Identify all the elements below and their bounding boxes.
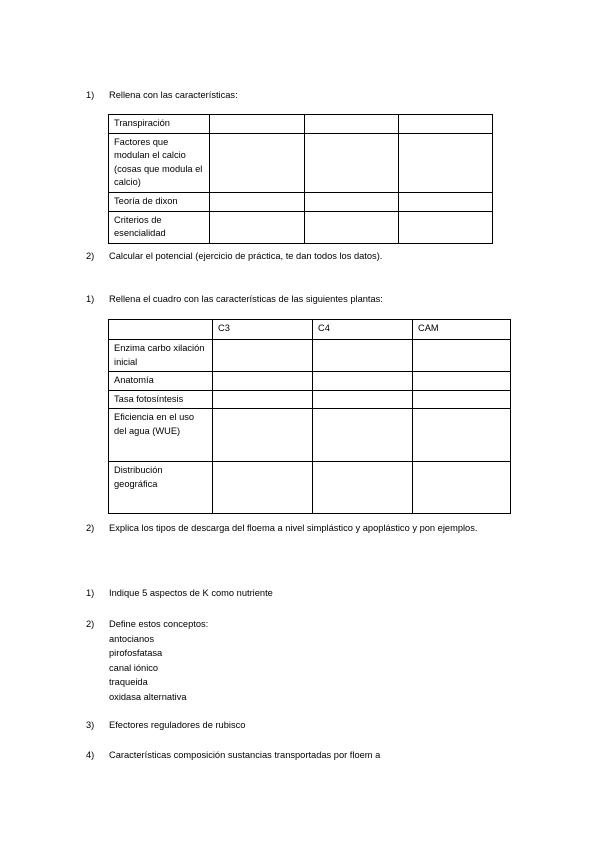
question-efectores-rubisco: [86, 718, 516, 733]
answer-cell[interactable]: [313, 390, 413, 409]
header-cell-blank: [109, 320, 213, 340]
answer-cell[interactable]: [210, 192, 305, 211]
answer-cell[interactable]: [210, 115, 305, 134]
answer-cell[interactable]: [399, 115, 493, 134]
answer-cell[interactable]: [413, 340, 511, 372]
answer-cell[interactable]: [313, 409, 413, 462]
question-number: 1): [86, 588, 95, 598]
answer-cell[interactable]: [399, 192, 493, 211]
row-label: Eficiencia en el uso del agua (WUE): [109, 409, 213, 462]
concept-list: [109, 632, 516, 705]
answer-cell[interactable]: [313, 372, 413, 391]
header-cell-c4: C4: [313, 320, 413, 340]
question-text: Define estos conceptos:: [109, 619, 209, 629]
question-rellena-cuadro: [86, 292, 516, 307]
answer-cell[interactable]: [305, 115, 399, 134]
row-label: Criterios de esencialidad: [109, 211, 210, 243]
question-number: 4): [86, 750, 95, 760]
answer-cell[interactable]: [305, 211, 399, 243]
row-label: Enzima carbo xilación inicial: [109, 340, 213, 372]
list-item: canal iónico: [109, 662, 159, 673]
table-row: [109, 409, 511, 462]
answer-cell[interactable]: [413, 372, 511, 391]
table-row: [109, 372, 511, 391]
question-explica-descarga: [86, 521, 491, 536]
list-item: traqueida: [109, 677, 148, 687]
question-text: Características composición sustancias transportadas por floem a: [109, 750, 381, 760]
question-number: 2): [86, 251, 95, 261]
question-text: Calcular el potencial (ejercicio de práctica, te dan todos los datos).: [109, 251, 383, 261]
question-caracteristicas-floema: [86, 748, 516, 763]
table-caracteristicas: [108, 114, 493, 244]
question-number: 2): [86, 523, 95, 533]
row-label: Anatomía: [109, 372, 213, 391]
question-number: 2): [86, 619, 95, 629]
list-item: oxidasa alternativa: [109, 691, 187, 702]
question-number: 1): [86, 294, 95, 304]
answer-cell[interactable]: [413, 462, 511, 514]
row-label: Teoría de dixon: [109, 192, 210, 211]
header-cell-cam: CAM: [413, 320, 511, 340]
table-row: [109, 192, 493, 211]
answer-cell[interactable]: [210, 211, 305, 243]
answer-cell[interactable]: [210, 133, 305, 192]
answer-cell[interactable]: [213, 372, 313, 391]
answer-cell[interactable]: [213, 409, 313, 462]
table-row: [109, 211, 493, 243]
question-text: Efectores reguladores de rubisco: [109, 720, 246, 730]
answer-cell[interactable]: [313, 340, 413, 372]
question-text: Indique 5 aspectos de K como nutriente: [109, 588, 273, 598]
row-label: Factores que modulan el calcio (cosas que modula el calcio): [109, 133, 210, 192]
question-number: 1): [86, 90, 95, 100]
answer-cell[interactable]: [313, 462, 413, 514]
answer-cell[interactable]: [413, 409, 511, 462]
question-text: Explica los tipos de descarga del floema a nivel simplástico y apoplástico y pon ejemplos.: [109, 523, 478, 533]
question-number: 3): [86, 720, 95, 730]
question-text: Rellena con las características:: [109, 90, 238, 100]
question-rellena-caracteristicas: [86, 88, 506, 103]
question-text: Rellena el cuadro con las características de las siguientes plantas:: [109, 294, 383, 304]
list-item: pirofosfatasa: [109, 648, 163, 658]
question-indique-aspectos: [86, 586, 516, 601]
row-label: Tasa fotosíntesis: [109, 390, 213, 409]
table-row: [109, 133, 493, 192]
answer-cell[interactable]: [305, 192, 399, 211]
row-label: Distribución geográfica: [109, 462, 213, 514]
table-row: [109, 115, 493, 134]
table-header-row: [109, 320, 511, 340]
answer-cell[interactable]: [399, 211, 493, 243]
answer-cell[interactable]: [413, 390, 511, 409]
question-define-conceptos: [86, 617, 516, 704]
list-item: antocianos: [109, 633, 154, 644]
answer-cell[interactable]: [399, 133, 493, 192]
answer-cell[interactable]: [213, 390, 313, 409]
question-calcular-potencial: [86, 249, 516, 264]
table-plantas: [108, 319, 511, 514]
header-cell-c3: C3: [213, 320, 313, 340]
question-text-block: [109, 617, 516, 704]
answer-cell[interactable]: [305, 133, 399, 192]
row-label: Transpiración: [109, 115, 210, 134]
answer-cell[interactable]: [213, 340, 313, 372]
table-row: [109, 340, 511, 372]
answer-cell[interactable]: [213, 462, 313, 514]
table-row: [109, 462, 511, 514]
table-row: [109, 390, 511, 409]
